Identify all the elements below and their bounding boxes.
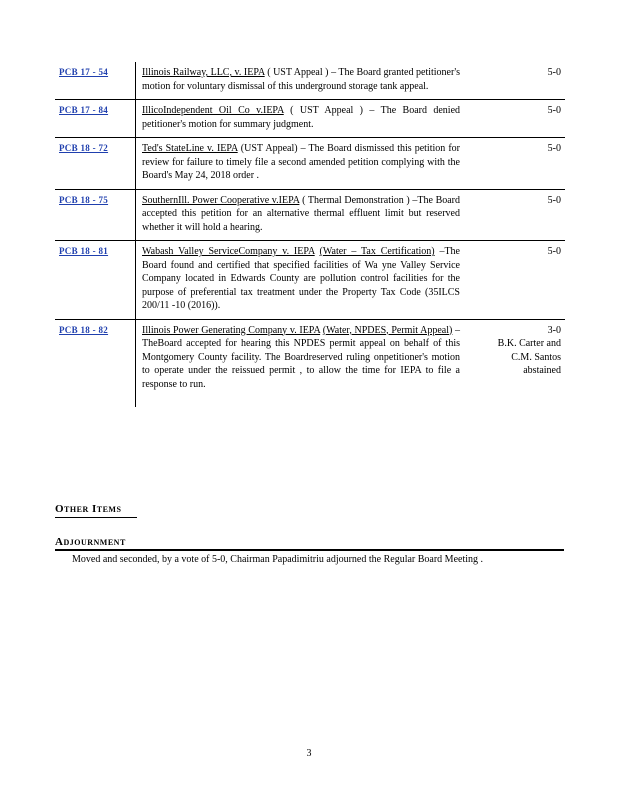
case-number-link[interactable]: PCB 17 - 54 bbox=[59, 67, 109, 77]
other-items-heading: Other Items bbox=[55, 503, 137, 518]
vote-count: 5-0 bbox=[547, 67, 561, 78]
case-type: ( UST Appeal ) bbox=[267, 67, 329, 78]
case-vote bbox=[464, 319, 565, 407]
case-number-link[interactable]: PCB 18 - 72 bbox=[59, 143, 109, 153]
case-caption: Ted's StateLine v. IEPA bbox=[142, 143, 238, 154]
case-number-link[interactable]: PCB 17 - 84 bbox=[59, 105, 109, 115]
case-description bbox=[136, 100, 465, 138]
case-row bbox=[55, 319, 565, 407]
page-number: 3 bbox=[306, 748, 312, 759]
adjournment-text: Moved and seconded, by a vote of 5-0, Chairman Papadimitriu adjourned the Regular Board Meeting . bbox=[72, 554, 484, 565]
case-row bbox=[55, 189, 565, 241]
case-summary: –The Board accepted this petition for an alternative thermal effluent limit but reserved whether it will hold a hearing. bbox=[142, 194, 461, 233]
case-type: (Water – Tax Certification) bbox=[319, 246, 435, 257]
case-description bbox=[136, 189, 465, 241]
case-summary: –The Board found and certified that specified facilities of Wa yne Valley Service Company located in Edwards County are pollution control facilities for the purpose of preferential tax treatment under the Property Tax Code (35ILCS 200/11 -10 (2016)). bbox=[142, 246, 460, 311]
case-type: ( UST Appeal ) bbox=[290, 105, 363, 116]
vote-note: C.M. Santos bbox=[511, 351, 561, 363]
case-row bbox=[55, 100, 565, 138]
case-caption: Illinois Railway, LLC, v. IEPA bbox=[142, 67, 265, 78]
vote-count: 5-0 bbox=[547, 143, 561, 154]
case-vote bbox=[464, 241, 565, 320]
case-summary: – The Board dismissed this petition for review for failure to timely file a second amended petition complying with the Board's May 24, 2018 order . bbox=[142, 143, 461, 181]
case-summary: – The Board granted petitioner's motion for voluntary dismissal of this underground storage tank appeal. bbox=[142, 67, 461, 92]
vote-count: 5-0 bbox=[547, 246, 561, 257]
case-number-link[interactable]: PCB 18 - 75 bbox=[59, 194, 109, 205]
case-number-cell bbox=[55, 62, 136, 100]
case-number-link[interactable]: PCB 18 - 82 bbox=[59, 324, 109, 335]
case-description bbox=[136, 62, 465, 100]
case-vote bbox=[464, 100, 565, 138]
case-number-cell bbox=[55, 100, 136, 138]
case-type: (Water, NPDES, Permit Appeal) bbox=[322, 324, 453, 336]
case-vote bbox=[464, 138, 565, 190]
case-type: (UST Appeal) bbox=[240, 143, 298, 154]
case-number-link[interactable]: PCB 18 - 81 bbox=[59, 246, 109, 256]
vote-count: 3-0 bbox=[547, 324, 561, 336]
case-type: ( Thermal Demonstration ) bbox=[302, 194, 410, 206]
case-number-cell bbox=[55, 241, 136, 320]
case-row bbox=[55, 241, 565, 320]
case-summary: –TheBoard accepted for hearing this NPDES permit appeal on behalf of this Montgomery County facility. The Boardreserved ruling onpetitioner's motion to operate under the reissued permit , to allow the time for IEPA to file a response to run. bbox=[142, 324, 461, 390]
case-number-cell bbox=[55, 319, 136, 407]
case-caption: Wabash Valley ServiceCompany v. IEPA bbox=[142, 246, 315, 257]
case-description bbox=[136, 241, 465, 320]
case-row bbox=[55, 138, 565, 190]
case-vote bbox=[464, 189, 565, 241]
case-number-cell bbox=[55, 138, 136, 190]
case-summary: – The Board denied petitioner's motion for summary judgment. bbox=[142, 105, 461, 130]
case-number-cell bbox=[55, 189, 136, 241]
vote-count: 5-0 bbox=[547, 194, 561, 206]
vote-note: B.K. Carter and bbox=[497, 338, 561, 349]
case-caption: SouthernIll. Power Cooperative v.IEPA bbox=[142, 194, 300, 206]
case-description bbox=[136, 138, 465, 190]
case-row bbox=[55, 62, 565, 100]
case-caption: IllicoIndependent Oil Co v.IEPA bbox=[142, 105, 284, 116]
case-caption: Illinois Power Generating Company v. IEPA bbox=[142, 324, 321, 336]
vote-note: abstained bbox=[523, 365, 561, 376]
adjournment-heading: Adjournment bbox=[55, 536, 564, 551]
case-description bbox=[136, 319, 465, 407]
vote-count: 5-0 bbox=[547, 105, 561, 116]
case-vote bbox=[464, 62, 565, 100]
case-table bbox=[55, 62, 565, 407]
